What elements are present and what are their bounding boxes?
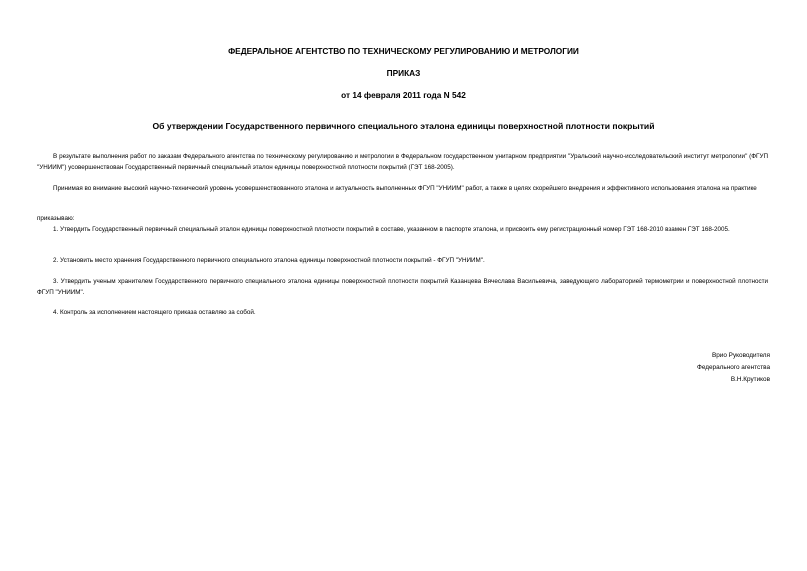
order-item-1: 1. Утвердить Государственный первичный специальный эталон единицы поверхностной плотности покрытий в составе, указанном в паспорте эталона, и присвоить ему регистрационный номер ГЭТ 168-2010 взамен ГЭТ 168-2005. [53,226,730,233]
signature-position: Врио Руководителя [711,352,770,359]
order-item-4: 4. Контроль за исполнением настоящего приказа оставляю за собой. [53,309,256,316]
order-item-3: 3. Утвердить ученым хранителем Государственного первичного специального эталона единицы поверхностной плотности покрытий Казанцева Вячеслава Васильевича, заведующего лабораторией термометрии и поверхностной плотности ФГУП "УНИИМ". [37,278,768,296]
doc-type-heading: ПРИКАЗ [386,68,421,78]
paragraph-intro: В результате выполнения работ по заказам Федерального агентства по техническому регулированию и метрологии в Федеральном государственном унитарном предприятии "Уральский научно-исследовательский институт метрологии" (ФГУП "УНИИМ") усовершенствован Государственный первичный специальный эталон единицы поверхностной плотности покрытий (ГЭТ 168-2005). [37,153,768,171]
signature-agency: Федерального агентства [696,364,770,371]
document-title: Об утверждении Государственного первичного специального эталона единицы поверхностной плотности покрытий [152,121,655,131]
date-number-heading: от 14 февраля 2011 года N 542 [341,90,466,100]
signature-name: В.Н.Крутиков [730,376,770,383]
paragraph-reasoning: Принимая во внимание высокий научно-технический уровень усовершенствованного эталона и актуальность выполненных ФГУП "УНИИМ" работ, а также в целях скорейшего внедрения и эффективного использования эталона на практике [53,185,757,192]
agency-heading: ФЕДЕРАЛЬНОЕ АГЕНТСТВО ПО ТЕХНИЧЕСКОМУ РЕГУЛИРОВАНИЮ И МЕТРОЛОГИИ [228,46,579,56]
order-word: приказываю: [37,215,75,222]
order-item-2: 2. Установить место хранения Государственного первичного специального эталона единицы поверхностной плотности покрытий - ФГУП "УНИИМ". [53,257,485,264]
